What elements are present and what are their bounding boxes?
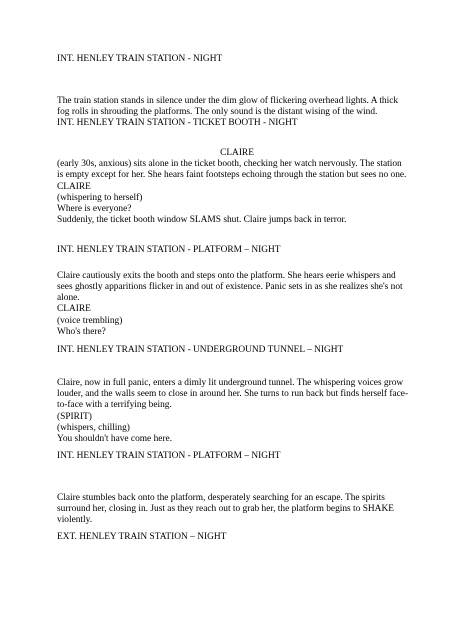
action-line: Claire, now in full panic, enters a dimly lit underground tunnel. The whispering voices grow (57, 378, 404, 388)
action-line: louder, and the walls seem to close in around her. She turns to run back but finds herself face- (57, 389, 409, 399)
scene-heading-5: INT. HENLEY TRAIN STATION - PLATFORM – NIGHT (57, 451, 281, 461)
parenthetical: (whispering to herself) (57, 193, 143, 203)
scene-heading-6: EXT. HENLEY TRAIN STATION – NIGHT (57, 532, 227, 542)
action-line: sees ghostly apparitions flicker in and out of existence. Panic sets in as she realizes she's not (57, 282, 403, 292)
scene-heading-4: INT. HENLEY TRAIN STATION - UNDERGROUND TUNNEL – NIGHT (57, 345, 344, 355)
action-line: alone. (57, 293, 80, 303)
scene-heading-3: INT. HENLEY TRAIN STATION - PLATFORM – NIGHT (57, 245, 281, 255)
action-line: Suddenly, the ticket booth window SLAMS shut. Claire jumps back in terror. (57, 215, 347, 225)
action-line: fog rolls in shrouding the platforms. The only sound is the distant wising of the wind. (57, 107, 378, 117)
character-name: (SPIRIT) (57, 412, 92, 422)
action-line: Claire cautiously exits the booth and steps onto the platform. She hears eerie whispers and (57, 271, 396, 281)
action-line: The train station stands in silence under the dim glow of flickering overhead lights. A thick (57, 96, 399, 106)
parenthetical: (voice trembling) (57, 316, 123, 326)
action-line: Claire stumbles back onto the platform, desperately searching for an escape. The spirits (57, 493, 385, 503)
scene-heading-1: INT. HENLEY TRAIN STATION - NIGHT (57, 54, 223, 64)
action-line: violently. (57, 515, 93, 525)
dialogue: Who's there? (57, 327, 106, 337)
dialogue: Where is everyone? (57, 204, 132, 214)
scene-heading-2: INT. HENLEY TRAIN STATION - TICKET BOOTH - NIGHT (57, 118, 298, 128)
parenthetical: (whispers, chilling) (57, 423, 130, 433)
body-line: is empty except for her. She hears faint footsteps echoing through the station but sees no one. (57, 170, 407, 180)
character-name: CLAIRE (57, 182, 91, 192)
body-line: (early 30s, anxious) sits alone in the ticket booth, checking her watch nervously. The station (57, 159, 402, 169)
character-name: CLAIRE (220, 148, 254, 158)
action-line: to-face with a terrifying being. (57, 400, 172, 410)
character-name: CLAIRE (57, 304, 91, 314)
action-line: surround her, closing in. Just as they reach out to grab her, the platform begins to SHAKE (57, 504, 394, 514)
dialogue: You shouldn't have come here. (57, 434, 173, 444)
